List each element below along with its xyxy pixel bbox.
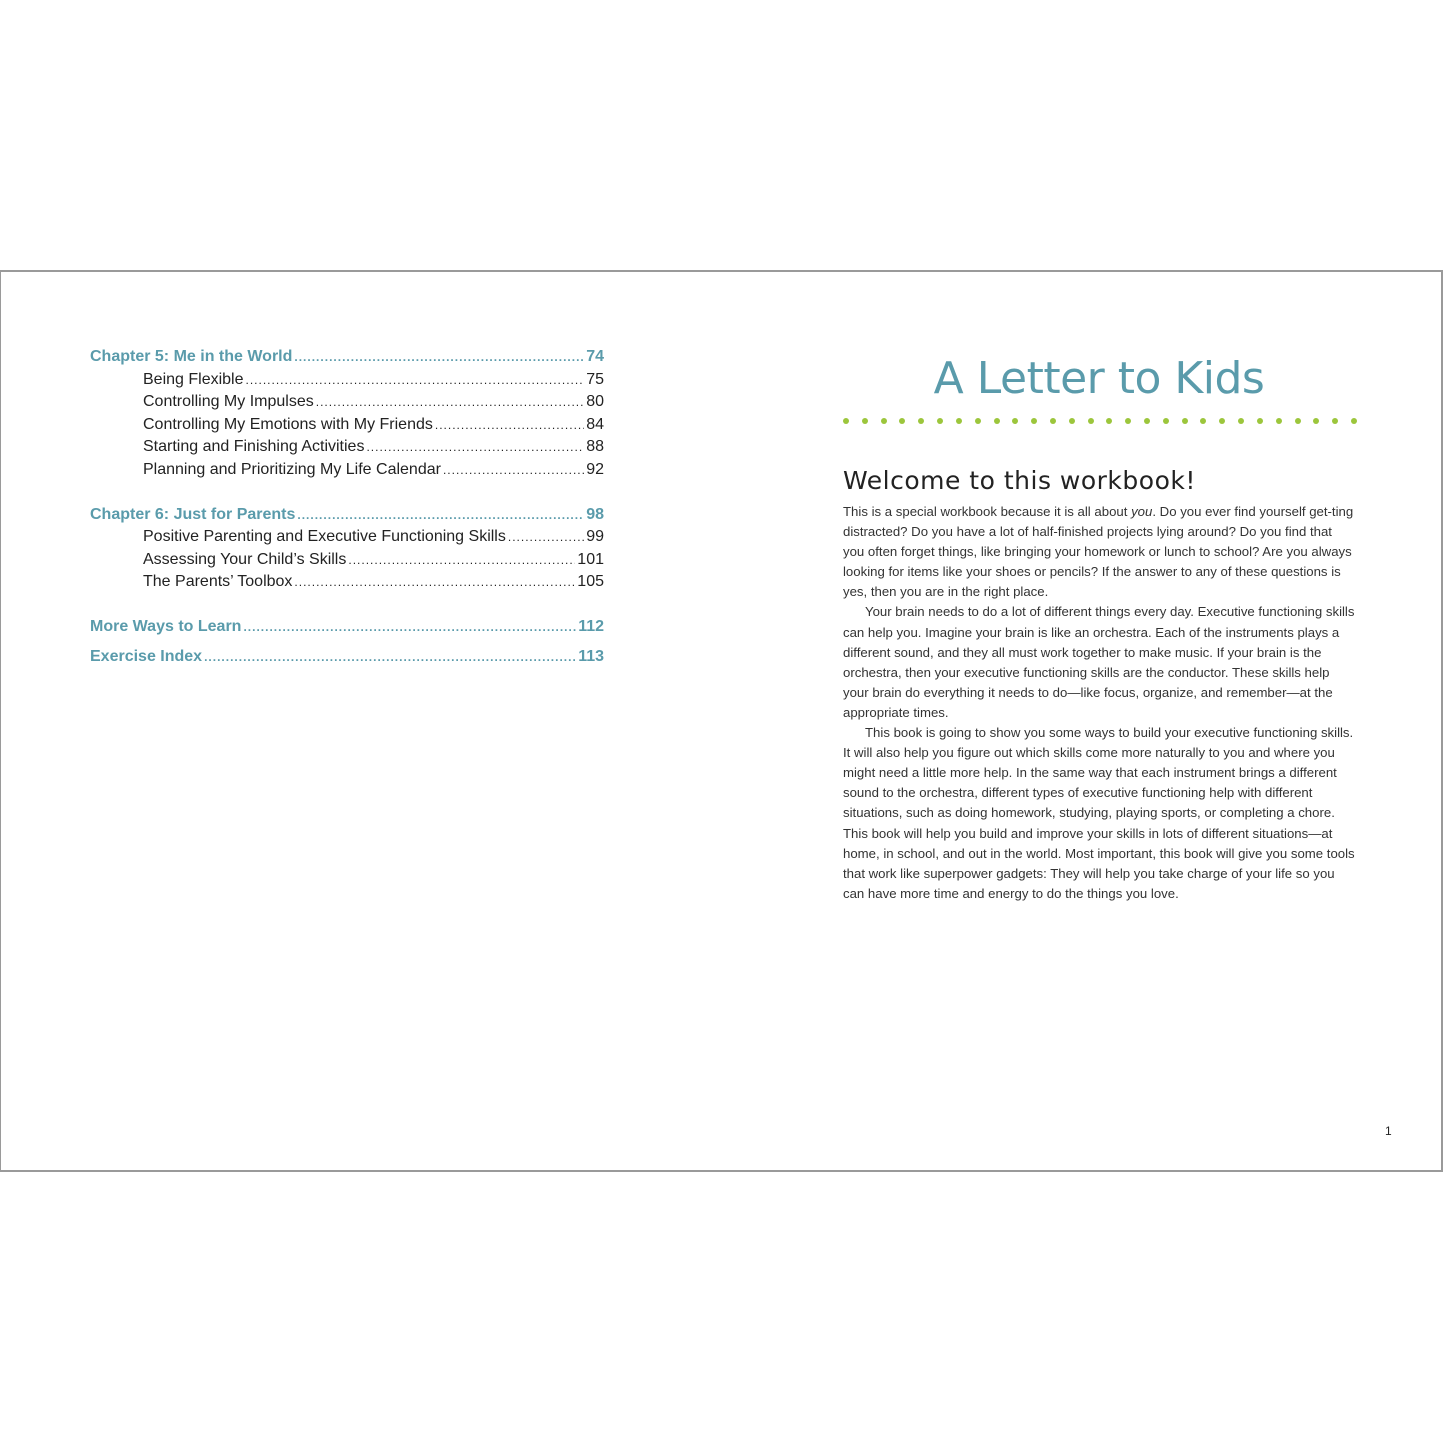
toc-entry bbox=[90, 371, 604, 394]
toc-leader bbox=[348, 553, 575, 567]
divider-dot bbox=[1219, 418, 1225, 424]
divider-dot bbox=[1050, 418, 1056, 424]
divider-dot bbox=[1295, 418, 1301, 424]
divider-dot bbox=[1106, 418, 1112, 424]
toc-leader bbox=[294, 350, 584, 364]
toc-label: Controlling My Impulses bbox=[143, 393, 314, 411]
divider-dot bbox=[1031, 418, 1037, 424]
p1-emphasis: you bbox=[1131, 504, 1153, 519]
divider-dot bbox=[918, 418, 924, 424]
toc-leader bbox=[435, 418, 584, 432]
toc-page: 75 bbox=[586, 370, 604, 388]
divider-dot bbox=[862, 418, 868, 424]
toc-label: Starting and Finishing Activities bbox=[143, 438, 365, 456]
divider-dot bbox=[843, 418, 849, 424]
letter-body bbox=[843, 502, 1355, 904]
p1-text-start: This is a special workbook because it is all about bbox=[843, 504, 1132, 519]
toc-entry bbox=[90, 416, 604, 439]
page-number: 1 bbox=[1385, 1124, 1392, 1138]
divider-dot bbox=[1163, 418, 1169, 424]
toc-label: Assessing Your Child’s Skills bbox=[143, 550, 347, 568]
divider-dot bbox=[1125, 418, 1131, 424]
toc-page: 88 bbox=[586, 438, 604, 456]
divider-dot bbox=[881, 418, 887, 424]
divider-dot bbox=[1144, 418, 1150, 424]
toc-exercise-index bbox=[90, 648, 604, 671]
toc-entry bbox=[90, 393, 604, 416]
toc-entry bbox=[90, 573, 604, 596]
divider-dot bbox=[994, 418, 1000, 424]
divider-dot bbox=[1257, 418, 1263, 424]
letter-paragraph-3: This book is going to show you some ways to build your executive functioning skills. It will also help you figure out which skills come more naturally to you and where you might need a little more help. In the same way that each instrument brings a different sound to the orchestra, different types of executive functioning help with different situations, such as doing homework, studying, playing sports, or completing a chore. This book will help you build and improve your skills in lots of different situations—at home, in school, and out in the world. Most important, this book will give you some tools that work like superpower gadgets: They will help you take charge of your life so you can have more time and energy to do the things you love. bbox=[843, 725, 1355, 901]
toc-leader bbox=[297, 508, 584, 522]
toc-page: 101 bbox=[577, 550, 604, 568]
divider-dot bbox=[1012, 418, 1018, 424]
toc-page: 80 bbox=[586, 393, 604, 411]
dotted-divider bbox=[843, 418, 1357, 424]
toc-leader bbox=[246, 373, 585, 387]
toc-spacer bbox=[90, 641, 604, 649]
divider-dot bbox=[1276, 418, 1282, 424]
toc-label: Being Flexible bbox=[143, 370, 244, 388]
toc-page: 84 bbox=[586, 415, 604, 433]
divider-dot bbox=[1182, 418, 1188, 424]
divider-dot bbox=[956, 418, 962, 424]
toc-leader bbox=[316, 395, 584, 409]
toc-chapter-6 bbox=[90, 506, 604, 529]
toc-spacer bbox=[90, 484, 604, 506]
letter-paragraph-2: Your brain needs to do a lot of different things every day. Executive functioning skills can help you. Imagine your brain is like an orchestra. Each of the instruments plays a different sound, and they all must work together to make music. If your brain is the orchestra, then your executive functioning skills are the conductor. These skills help your brain do everything it needs to do—like focus, organize, and remember—at the appropriate times. bbox=[843, 604, 1355, 720]
toc-page: 99 bbox=[586, 528, 604, 546]
book-spread bbox=[0, 270, 1443, 1172]
table-of-contents bbox=[90, 348, 604, 671]
toc-entry bbox=[90, 551, 604, 574]
divider-dot bbox=[1332, 418, 1338, 424]
divider-dot bbox=[899, 418, 905, 424]
divider-dot bbox=[1238, 418, 1244, 424]
toc-page: 98 bbox=[586, 505, 604, 523]
toc-label: Controlling My Emotions with My Friends bbox=[143, 415, 433, 433]
toc-label: Planning and Prioritizing My Life Calendar bbox=[143, 460, 441, 478]
toc-page: 74 bbox=[586, 348, 604, 365]
toc-label: Chapter 5: Me in the World bbox=[90, 348, 293, 365]
toc-page: 105 bbox=[577, 573, 604, 591]
p1-text-end: . Do you ever find yourself get-ting distracted? Do you have a lot of half-finished projects lying around? Do you find that you often forget things, like bringing your homework or lunch to school? Are you always looking for items like your shoes or pencils? If the answer to any of these questions is yes, then you are in the right place. bbox=[843, 504, 1354, 600]
toc-leader bbox=[366, 440, 584, 454]
letter-paragraph-1 bbox=[843, 502, 1355, 602]
toc-chapter-5 bbox=[90, 348, 604, 371]
divider-dot bbox=[937, 418, 943, 424]
toc-leader bbox=[294, 575, 575, 589]
toc-more-ways bbox=[90, 618, 604, 641]
divider-dot bbox=[1313, 418, 1319, 424]
toc-leader bbox=[204, 650, 576, 664]
toc-page: 92 bbox=[586, 460, 604, 478]
toc-entry bbox=[90, 461, 604, 484]
divider-dot bbox=[975, 418, 981, 424]
divider-dot bbox=[1088, 418, 1094, 424]
letter-page bbox=[843, 342, 1355, 904]
toc-leader bbox=[443, 463, 584, 477]
toc-spacer bbox=[90, 596, 604, 618]
toc-leader bbox=[243, 620, 576, 634]
toc-label: The Parents’ Toolbox bbox=[143, 573, 293, 591]
toc-label: Chapter 6: Just for Parents bbox=[90, 505, 296, 523]
toc-page: 113 bbox=[578, 648, 604, 666]
toc-page: 112 bbox=[578, 617, 604, 635]
divider-dot bbox=[1351, 418, 1357, 424]
toc-entry bbox=[90, 438, 604, 461]
divider-dot bbox=[1069, 418, 1075, 424]
letter-title: A Letter to Kids bbox=[933, 353, 1265, 404]
toc-leader bbox=[508, 530, 584, 544]
divider-dot bbox=[1200, 418, 1206, 424]
toc-label: Positive Parenting and Executive Functioning Skills bbox=[143, 528, 506, 546]
letter-heading: Welcome to this workbook! bbox=[843, 466, 1196, 495]
toc-label: More Ways to Learn bbox=[90, 617, 242, 635]
toc-entry bbox=[90, 528, 604, 551]
toc-label: Exercise Index bbox=[90, 648, 203, 666]
